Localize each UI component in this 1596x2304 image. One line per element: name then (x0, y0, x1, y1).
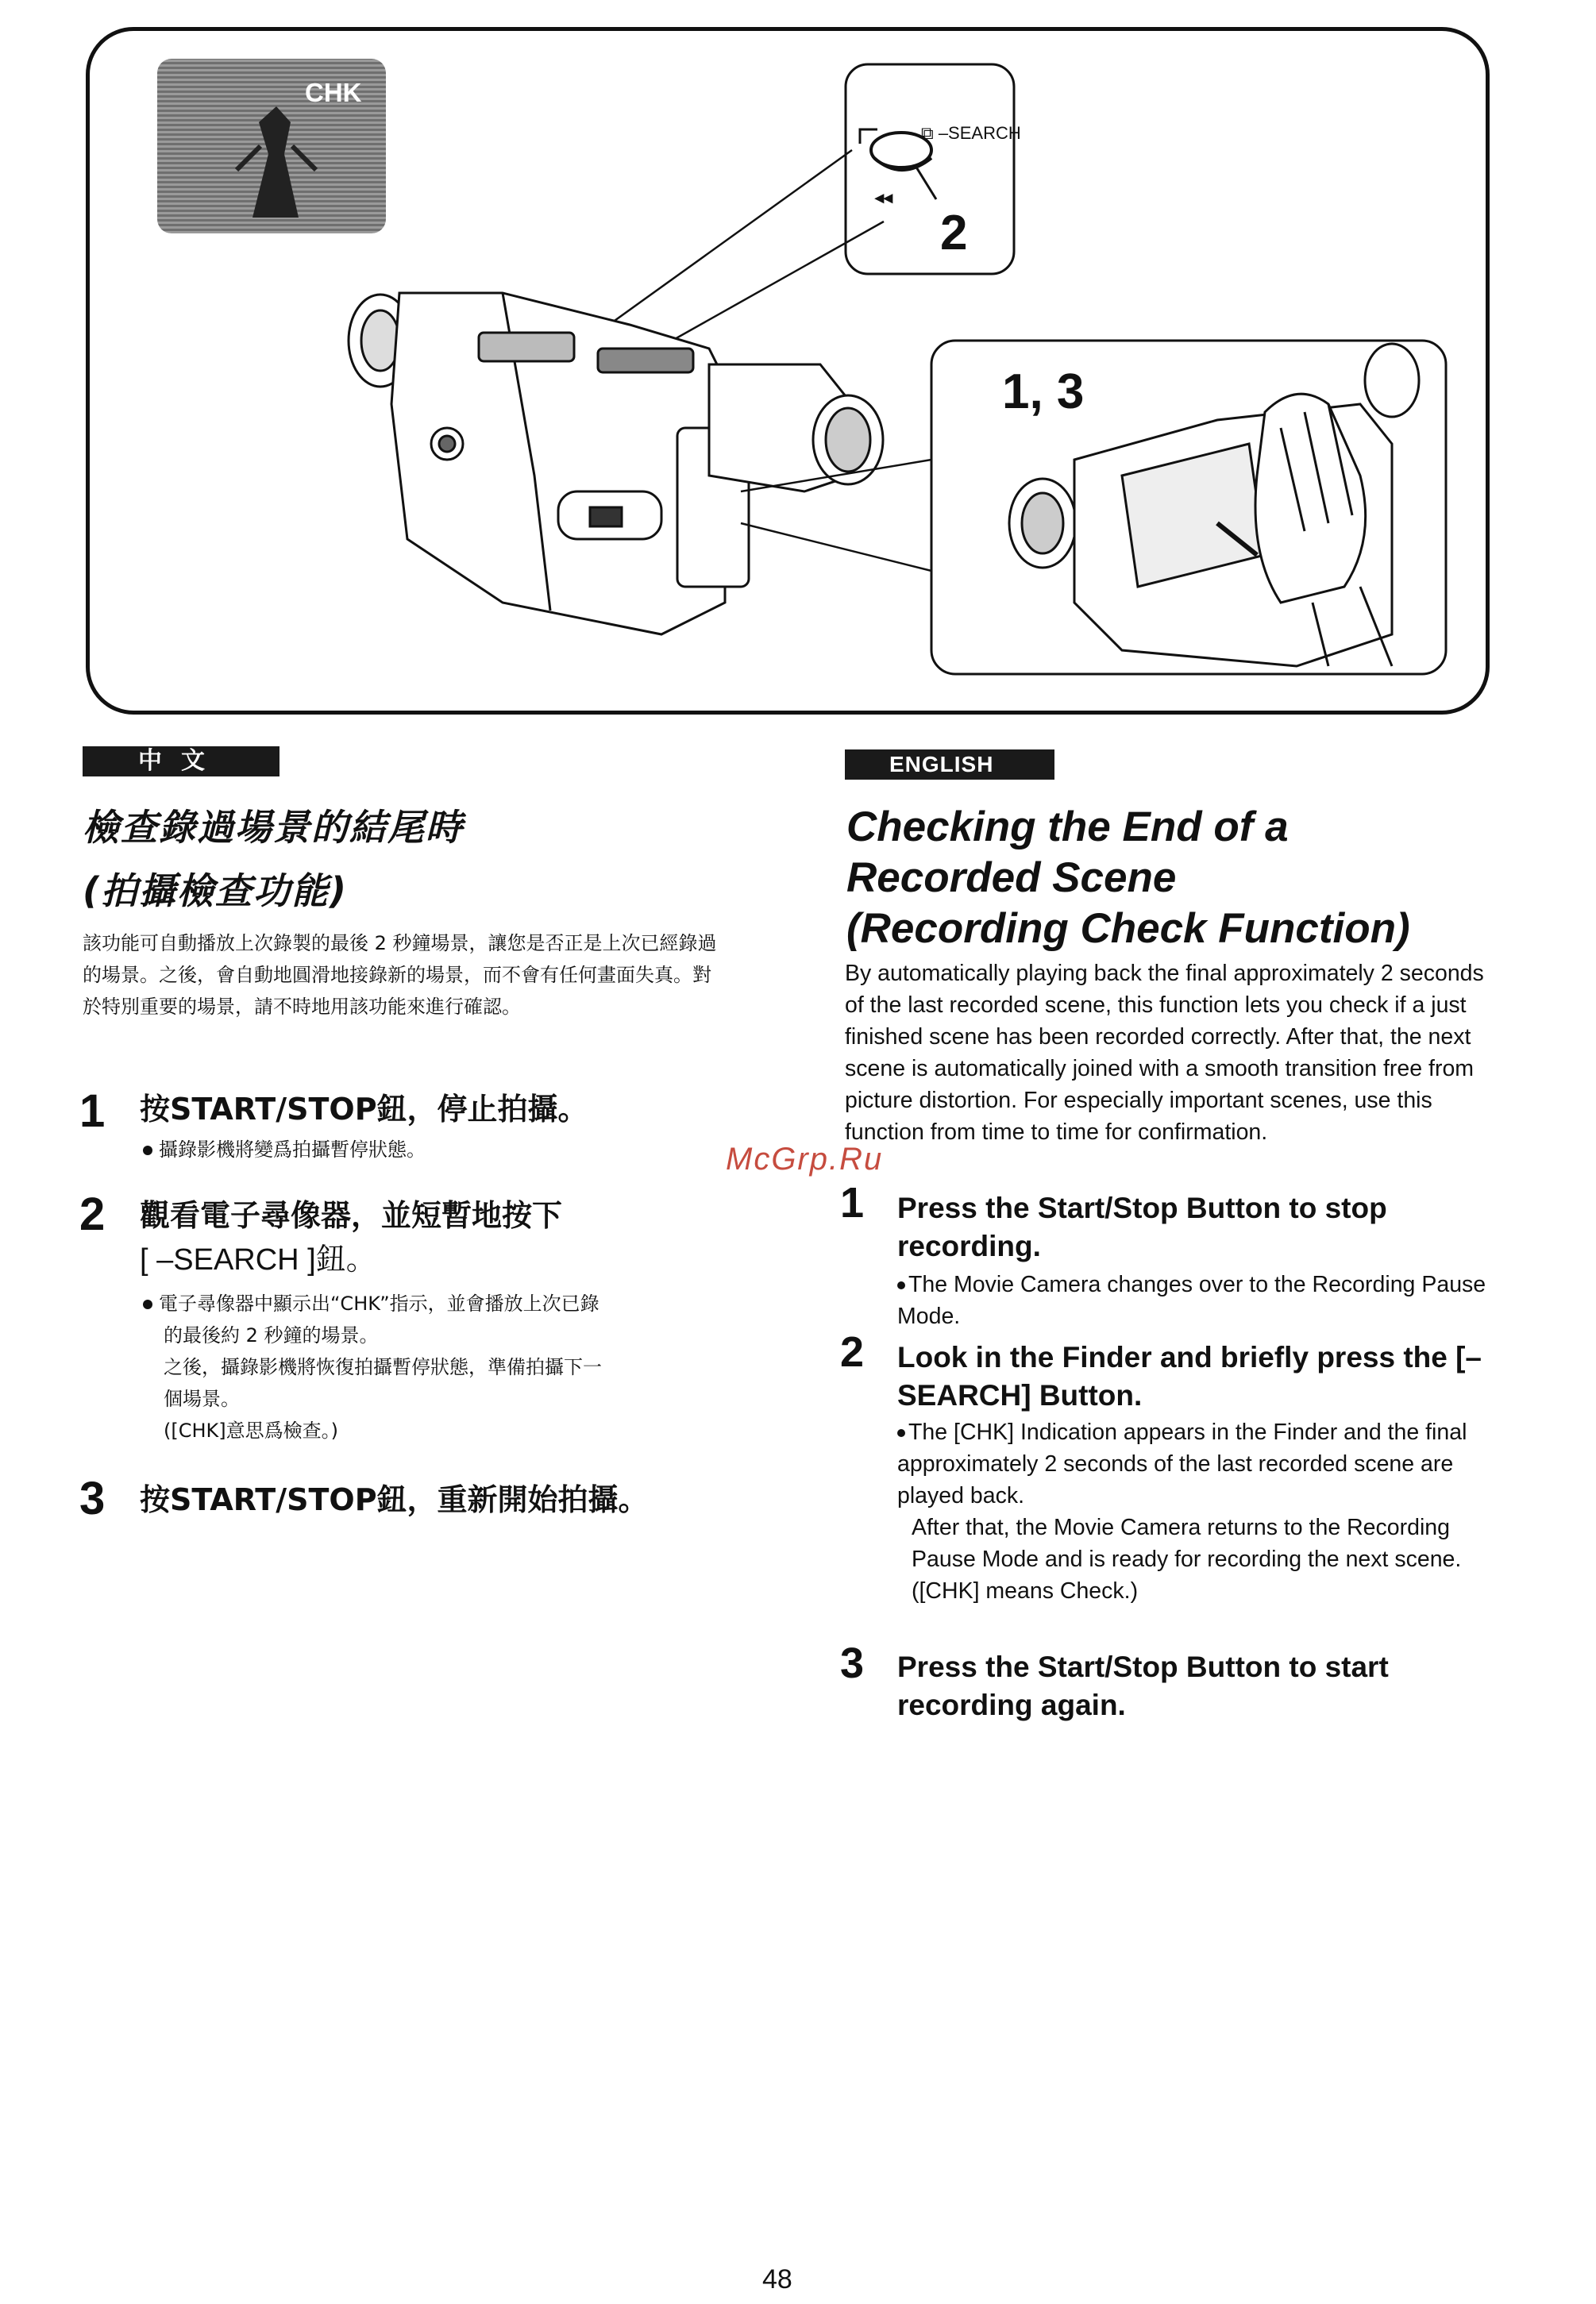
chinese-step-3-number: 3 (79, 1473, 106, 1524)
english-step-1-number: 1 (840, 1179, 865, 1227)
chinese-title-line2: (拍攝檢查功能) (83, 869, 349, 912)
english-language-bar: ENGLISH (845, 749, 1054, 780)
chinese-language-bar: 中文 (83, 746, 279, 776)
chinese-step-1-number: 1 (79, 1085, 106, 1137)
page-number: 48 (762, 2264, 792, 2294)
bullet-icon (143, 1300, 152, 1309)
english-step-1-body: The Movie Camera changes over to the Recording Pause Mode. (897, 1272, 1486, 1329)
chinese-title-line1: 檢查錄過場景的結尾時 (83, 806, 464, 849)
english-step-3-heading: Press the Start/Stop Button to start recording again. (897, 1651, 1389, 1721)
chk-indicator: CHK (305, 78, 362, 107)
english-step-1-heading: Press the Start/Stop Button to stop recording. (897, 1192, 1387, 1262)
rewind-icon: ◂◂ (875, 187, 893, 207)
english-step-2-body: The [CHK] Indication appears in the Finder and the final approximately 2 seconds of the last recorded scene are played back. After that, the Movie Camera returns to the Recording Pause Mode and is ready for recording the next scene. ([CHK] means Check.) (897, 1420, 1467, 1604)
english-step-2-number: 2 (840, 1328, 865, 1376)
bullet-icon (897, 1429, 905, 1437)
callout-steps-1-3: 1, 3 (1002, 364, 1085, 419)
chinese-step-1-text: 按START/STOP鈕，停止拍攝。 (140, 1092, 588, 1127)
english-step-3-number: 3 (840, 1639, 865, 1687)
bullet-icon (897, 1281, 905, 1289)
chinese-step-2-line1: 觀看電子尋像器，並短暫地按下 (140, 1198, 563, 1233)
chinese-step-1-bullet: 攝錄影機將變爲拍攝暫停狀態。 (143, 1134, 731, 1165)
english-step-2-heading: Look in the Finder and briefly press the [– SEARCH] Button. (897, 1341, 1482, 1412)
bullet-icon (143, 1146, 152, 1155)
search-callout-bubble (846, 64, 1014, 274)
english-intro: By automatically playing back the final approximately 2 seconds of the last recorded scene, this function lets you check if a just finished scene has been recorded correctly. After that, the next scene is automatically joined with a smooth transition free from picture distortion. For especially important scenes, use this function from time to time for confirmation. (845, 961, 1484, 1145)
english-title: Checking the End of a Recorded Scene (Recording Check Function) (846, 803, 1410, 952)
chinese-step-2-number: 2 (79, 1189, 106, 1240)
callout-step-2: 2 (940, 206, 968, 260)
chinese-step-2-bullet: 電子尋像器中顯示出“CHK”指示，並會播放上次已錄 的最後約 2 秒鐘的場景。 之後，攝錄影機將恢復拍攝暫停狀態，準備拍攝下一 個場景。 ([CHK]意思爲檢查。) (143, 1288, 731, 1447)
watermark: McGrp.Ru (726, 1142, 884, 1177)
finder-screen (157, 59, 386, 233)
camcorder (349, 293, 883, 634)
search-button-label: ⧉ –SEARCH (921, 123, 1021, 143)
chinese-intro: 該功能可自動播放上次錄製的最後 2 秒鐘場景，讓您是否正是上次已經錄過的場景。之後，會自動地圓滑地接錄新的場景，而不會有任何畫面失真。對於特別重要的場景，請不時地用該功能來進行確認。 (83, 932, 717, 1018)
chinese-step-3-text: 按START/STOP鈕，重新開始拍攝。 (140, 1482, 649, 1517)
chinese-step-2-line2: [ –SEARCH ]鈕。 (140, 1243, 376, 1277)
